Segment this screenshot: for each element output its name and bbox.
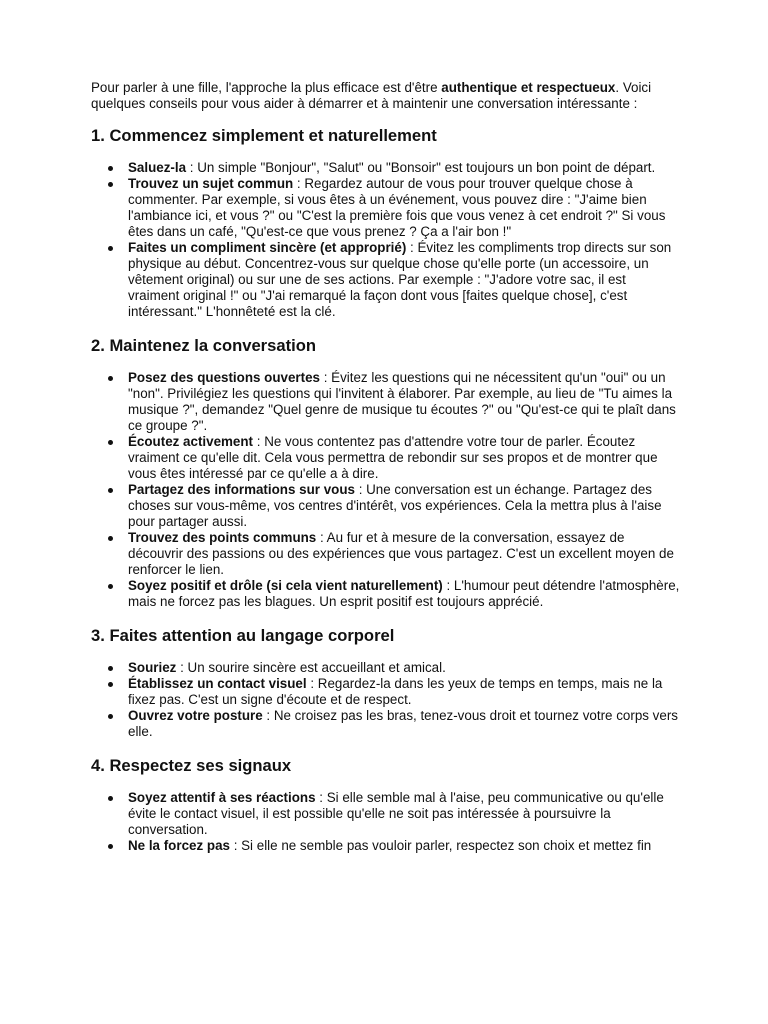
section-heading-1: 1. Commencez simplement et naturellement <box>91 126 437 145</box>
item-text: : Si elle semble mal à l'aise, peu communicative ou qu'elle évite le contact visuel, il est possible qu'elle ne soit pas intéressée à poursuivre la conversation. <box>128 790 664 837</box>
section-heading-3: 3. Faites attention au langage corporel <box>91 626 395 645</box>
section-list-1 <box>91 160 680 320</box>
item-text: : Évitez les compliments trop directs sur son physique au début. Concentrez-vous sur quelque chose qu'elle porte (un accessoire, un vêtement original) ou sur une de ses actions. Par exemple : "J'adore votre sac, il est vraiment original !" ou "J'ai remarqué la façon dont vous [faites quelque chose], c'est intéressant." L'honnêteté est la clé. <box>128 240 672 319</box>
item-label: Ne la forcez pas <box>128 838 230 853</box>
list-item <box>128 530 680 578</box>
item-text: : L'humour peut détendre l'atmosphère, mais ne forcez pas les blagues. Un esprit positif est toujours apprécié. <box>128 578 680 609</box>
item-label: Saluez-la <box>128 160 187 175</box>
section-list-3 <box>91 660 680 740</box>
intro-emphasis: authentique et respectueux <box>441 80 616 95</box>
list-item <box>128 676 680 708</box>
list-item <box>128 370 680 434</box>
list-item <box>128 838 680 854</box>
item-label: Souriez <box>128 660 177 675</box>
list-item <box>128 708 680 740</box>
list-item <box>128 482 680 530</box>
section-heading-4: 4. Respectez ses signaux <box>91 756 292 775</box>
item-label: Trouvez des points communs <box>128 530 317 545</box>
item-text: : Évitez les questions qui ne nécessitent qu'un "oui" ou un "non". Privilégiez les questions qui l'invitent à élaborer. Par exemple, au lieu de "Tu aimes la musique ?", demandez "Quel genre de musique tu écoutes ?" ou "Qu'est-ce qui te plaît dans ce groupe ?". <box>128 370 676 433</box>
list-item <box>128 240 680 320</box>
section-heading-2: 2. Maintenez la conversation <box>91 336 317 355</box>
list-item <box>128 578 680 610</box>
section-list-2 <box>91 370 680 610</box>
intro-text-start: Pour parler à une fille, l'approche la plus efficace est d'être <box>91 80 442 95</box>
intro-text-end: . Voici quelques conseils pour vous aider à démarrer et à maintenir une conversation intéressante : <box>91 80 652 111</box>
item-text: : Ne vous contentez pas d'attendre votre tour de parler. Écoutez vraiment ce qu'elle dit. Cela vous permettra de rebondir sur ses propos et de montrer que vous êtes intéressé par ce qu'elle a à dire. <box>128 434 658 481</box>
item-text: : Un sourire sincère est accueillant et amical. <box>176 660 446 675</box>
item-text: : Si elle ne semble pas vouloir parler, respectez son choix et mettez fin <box>229 838 652 853</box>
item-label: Posez des questions ouvertes <box>128 370 320 385</box>
item-text: : Un simple "Bonjour", "Salut" ou "Bonsoir" est toujours un bon point de départ. <box>186 160 656 175</box>
item-label: Trouvez un sujet commun <box>128 176 294 191</box>
item-label: Partagez des informations sur vous <box>128 482 355 497</box>
item-label: Ouvrez votre posture <box>128 708 263 723</box>
section-list-4 <box>91 790 680 854</box>
list-item <box>128 790 680 838</box>
item-text: : Ne croisez pas les bras, tenez-vous droit et tournez votre corps vers elle. <box>128 708 678 739</box>
list-item <box>128 176 680 240</box>
item-text: : Au fur et à mesure de la conversation, essayez de découvrir des passions ou des expériences que vous partagez. C'est un excellent moyen de renforcer le lien. <box>128 530 674 577</box>
item-label: Soyez attentif à ses réactions <box>128 790 316 805</box>
list-item <box>128 434 680 482</box>
item-text: : Une conversation est un échange. Partagez des choses sur vous-même, vos centres d'intérêt, vos expériences. Cela la mettra plus à l'aise pour partager aussi. <box>128 482 662 529</box>
item-label: Établissez un contact visuel <box>128 676 307 691</box>
intro-paragraph <box>91 80 680 112</box>
list-item <box>128 660 680 676</box>
item-text: : Regardez autour de vous pour trouver quelque chose à commenter. Par exemple, si vous êtes à un événement, vous pouvez dire : "J'aime bien l'ambiance ici, et vous ?" ou "C'est la première fois que vous venez à cet endroit ?" Si vous êtes dans un café, "Qu'est-ce que vous prenez ? Ça a l'air bon !" <box>128 176 666 239</box>
item-label: Faites un compliment sincère (et approprié) <box>128 240 407 255</box>
item-label: Écoutez activement <box>128 434 254 449</box>
list-item <box>128 160 680 176</box>
item-text: : Regardez-la dans les yeux de temps en temps, mais ne la fixez pas. C'est un signe d'écoute et de respect. <box>128 676 663 707</box>
item-label: Soyez positif et drôle (si cela vient naturellement) <box>128 578 443 593</box>
